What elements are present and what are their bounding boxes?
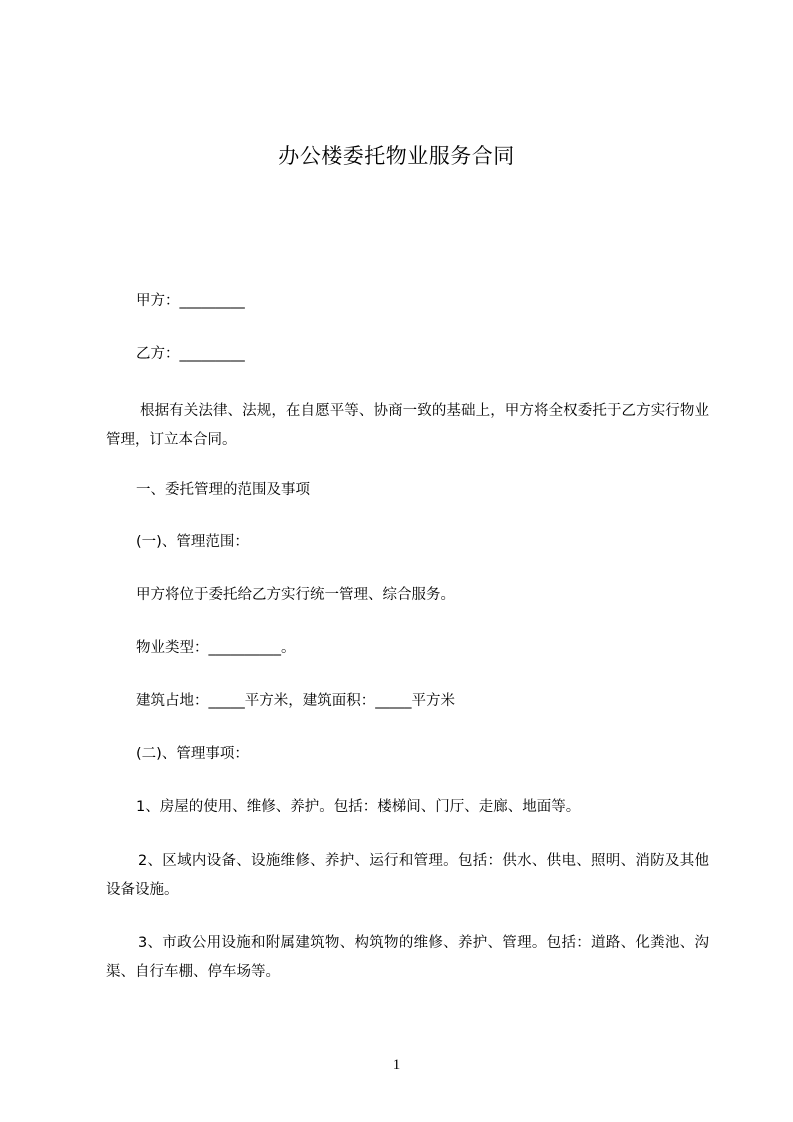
item-3: 3、市政公用设施和附属建筑物、构筑物的维修、养护、管理。包括：道路、化粪池、沟渠、自行车棚、停车场等。 <box>106 935 709 980</box>
areas-line: 建筑占地：_____平方米，建筑面积：_____平方米 <box>136 693 455 709</box>
matters-heading: (二)、管理事项： <box>136 746 249 762</box>
page-number: 1 <box>392 1057 401 1073</box>
item-1: 1、房屋的使用、维修、养护。包括：楼梯间、门厅、走廊、地面等。 <box>136 799 581 815</box>
property-type-line: 物业类型：__________。 <box>136 640 296 656</box>
party-a-line: 甲方：_________ <box>136 293 245 309</box>
section-1-heading: 一、委托管理的范围及事项 <box>136 482 310 498</box>
document-title: 办公楼委托物业服务合同 <box>278 144 515 168</box>
scope-heading: (一)、管理范围： <box>136 534 249 550</box>
scope-text: 甲方将位于委托给乙方实行统一管理、综合服务。 <box>136 587 455 603</box>
party-b-line: 乙方：_________ <box>136 346 245 362</box>
intro-paragraph: 根据有关法律、法规，在自愿平等、协商一致的基础上，甲方将全权委托于乙方实行物业管理，订立本合同。 <box>106 403 709 448</box>
item-2: 2、区域内设备、设施维修、养护、运行和管理。包括：供水、供电、照明、消防及其他设备设施。 <box>106 853 709 898</box>
